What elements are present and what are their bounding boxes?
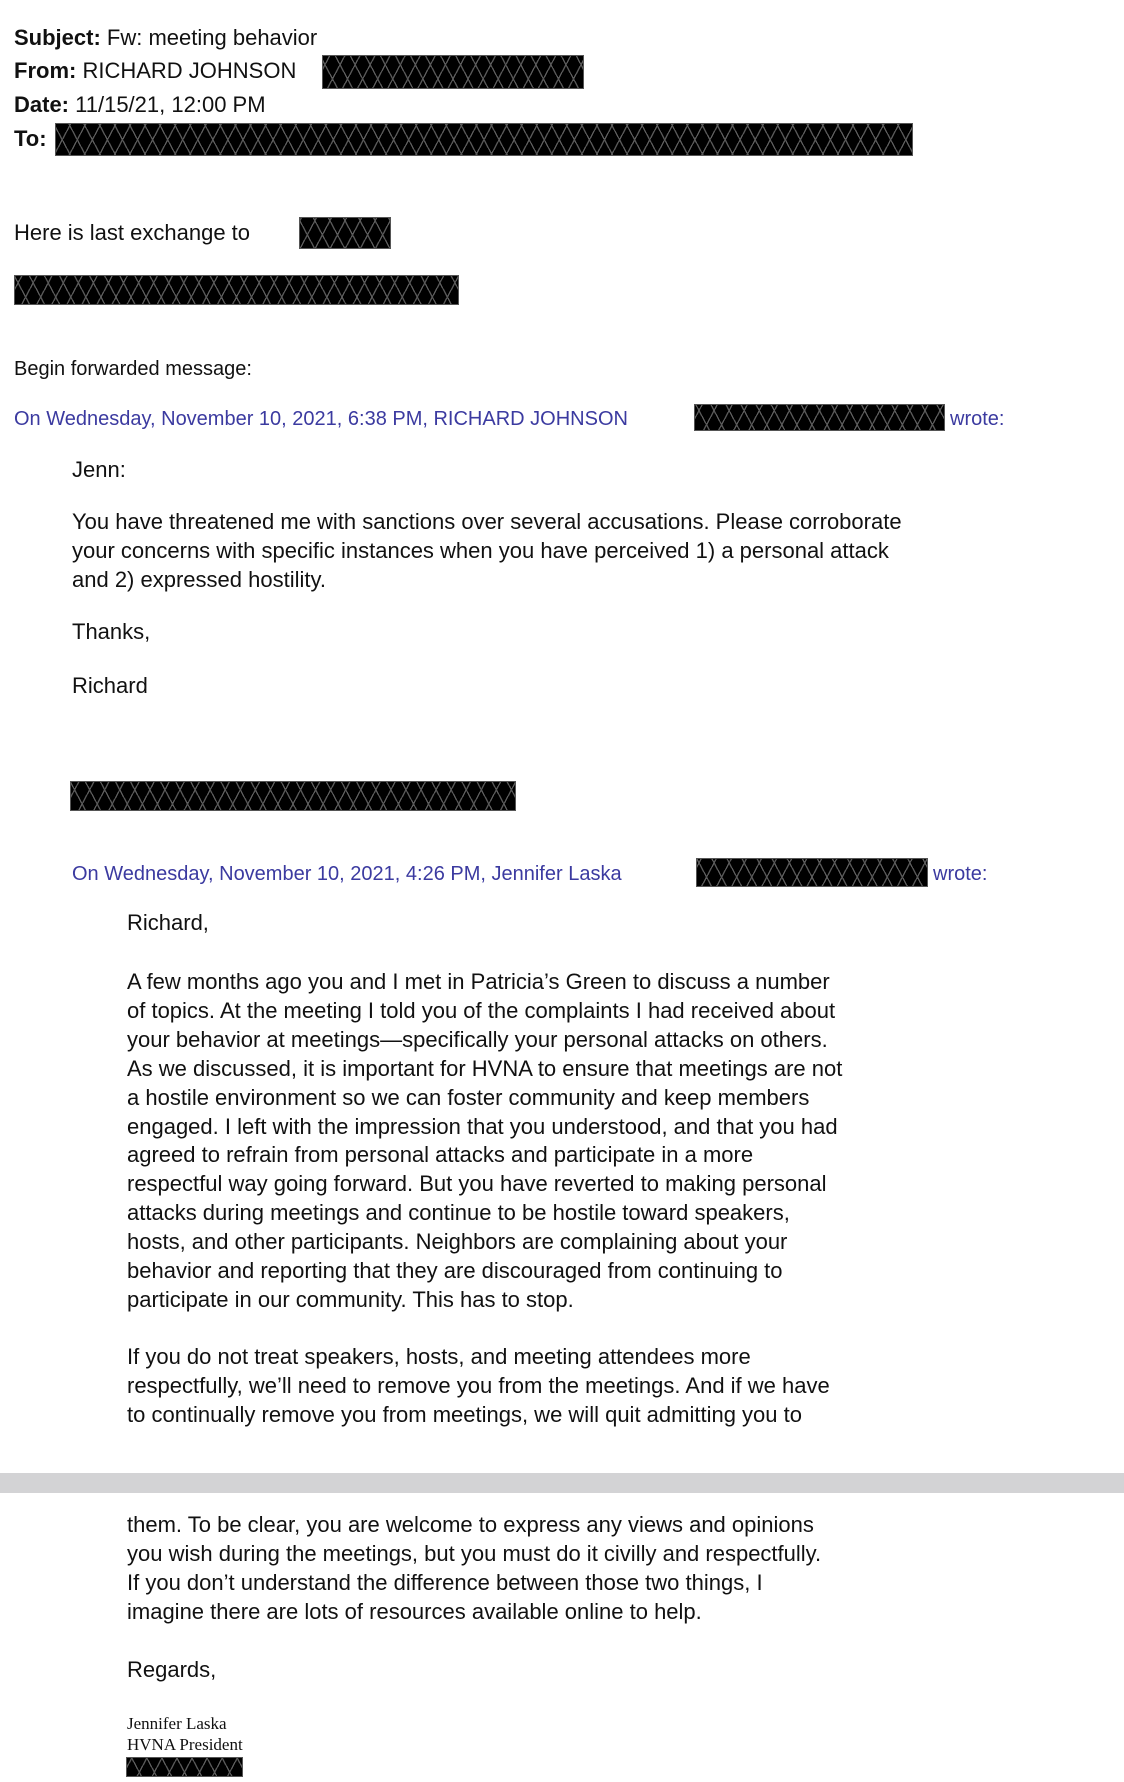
closing-2: Regards, [127, 1657, 217, 1682]
body-line: respectful way going forward. But you have reverted to making personal [127, 1171, 827, 1197]
body-line: you wish during the meetings, but you must do it civilly and respectfully. [127, 1541, 822, 1566]
attribution-1[interactable]: On Wednesday, November 10, 2021, 6:38 PM, RICHARD JOHNSON [14, 408, 628, 430]
wrote-2: wrote: [933, 863, 988, 885]
body-line: of topics. At the meeting I told you of the complaints I had received about [127, 997, 836, 1023]
redaction-box [694, 404, 945, 431]
intro-text: Here is last exchange to [14, 220, 251, 245]
body-line: and 2) expressed hostility. [72, 567, 326, 592]
from-value: RICHARD JOHNSON [82, 58, 297, 83]
page-break [0, 1473, 1124, 1493]
date-value: 11/15/21, 12:00 PM [75, 92, 266, 117]
redaction-box [299, 217, 391, 249]
body-line: If you don’t understand the difference between those two things, I [127, 1570, 763, 1595]
body-line: a hostile environment so we can foster community and keep members [127, 1084, 810, 1110]
subject-value: Fw: meeting behavior [106, 25, 318, 50]
body-line: You have threatened me with sanctions over several accusations. Please corroborate [72, 509, 902, 534]
body-line: If you do not treat speakers, hosts, and meeting attendees more [127, 1344, 751, 1369]
wrote-1: wrote: [950, 408, 1005, 430]
body-line: A few months ago you and I met in Patricia’s Green to discuss a number [127, 969, 830, 994]
signature-name: Jennifer Laska [127, 1714, 227, 1733]
body-line: your concerns with specific instances when you have perceived 1) a personal attack [72, 538, 889, 563]
forward-label: Begin forwarded message: [14, 358, 252, 380]
to-label: To: [14, 126, 47, 151]
date-label: Date: [14, 92, 70, 117]
body-line: agreed to refrain from personal attacks and participate in a more [127, 1142, 754, 1168]
redaction-box [14, 275, 459, 305]
subject-label: Subject: [14, 25, 101, 50]
body-line: As we discussed, it is important for HVNA to ensure that meetings are not [127, 1055, 843, 1081]
signature-title: HVNA President [127, 1735, 243, 1754]
header-subject [14, 25, 317, 51]
greeting-2: Richard, [127, 910, 209, 935]
body-line: your behavior at meetings—specifically your personal attacks on others. [127, 1026, 828, 1052]
redaction-box [70, 781, 516, 811]
body-line: them. To be clear, you are welcome to express any views and opinions [127, 1512, 814, 1537]
body-line: hosts, and other participants. Neighbors are complaining about your [127, 1229, 788, 1255]
closing-1: Thanks, [72, 619, 151, 644]
body-line: attacks during meetings and continue to be hostile toward speakers, [127, 1200, 790, 1226]
body-line: participate in our community. This has to stop. [127, 1286, 574, 1312]
signature-1: Richard [72, 673, 148, 698]
header-date [14, 92, 266, 118]
body-line: imagine there are lots of resources available online to help. [127, 1599, 702, 1624]
body-line: behavior and reporting that they are discouraged from continuing to [127, 1258, 783, 1283]
greeting-1: Jenn: [72, 457, 126, 482]
header-from [14, 58, 296, 84]
attribution-2[interactable]: On Wednesday, November 10, 2021, 4:26 PM, Jennifer Laska [72, 863, 622, 885]
body-line: engaged. I left with the impression that you understood, and that you had [127, 1113, 838, 1139]
body-line: to continually remove you from meetings, we will quit admitting you to [127, 1402, 802, 1427]
from-label: From: [14, 58, 77, 83]
redaction-box [55, 123, 913, 156]
redaction-box [126, 1757, 243, 1777]
body-line: respectfully, we’ll need to remove you from the meetings. And if we have [127, 1373, 830, 1398]
redaction-box [696, 858, 928, 887]
header-to [14, 126, 47, 152]
redaction-box [322, 55, 584, 89]
